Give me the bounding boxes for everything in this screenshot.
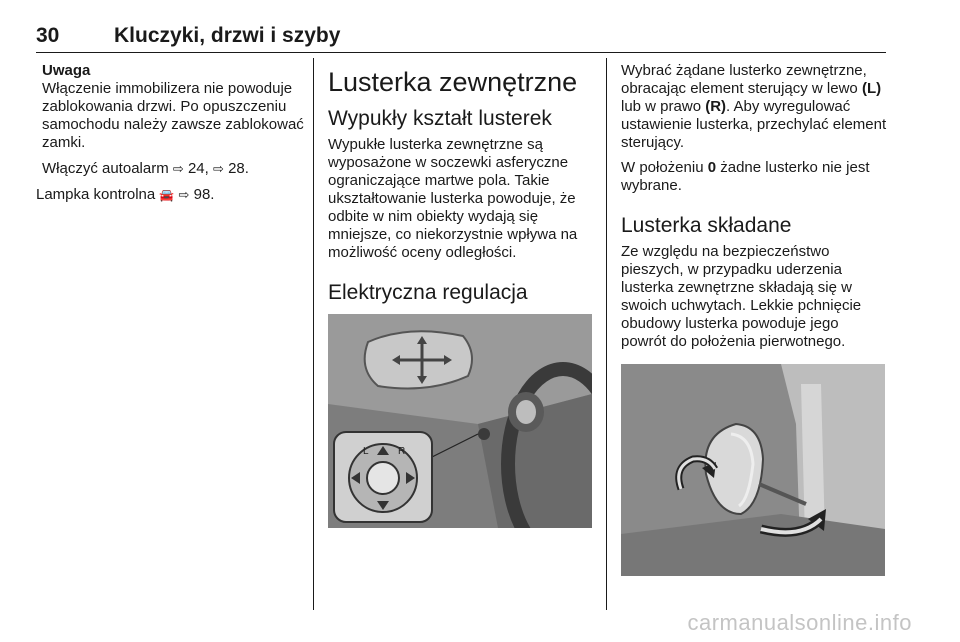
column-middle xyxy=(328,66,594,310)
page-ref[interactable]: 24 xyxy=(187,160,205,177)
reference-arrow-icon: ⇨ xyxy=(178,187,190,202)
body-paragraph: Ze względu na bezpieczeństwo pieszych, w przypadku uderzenia lusterka zewnętrzne składają się w swoich uchwytach. Lekkie pchnięcie obudowy lusterka powoduje jego powrót do położenia pierwotnego. xyxy=(621,243,862,350)
note-block xyxy=(42,62,304,152)
column-right xyxy=(621,62,887,358)
alarm-paragraph: Włączyć autoalarm ⇨ 24, ⇨ 28. xyxy=(42,160,249,177)
column-divider xyxy=(606,58,607,610)
folding-mirror-figure xyxy=(621,364,885,576)
page-ref[interactable]: 98. xyxy=(193,186,215,203)
note-text: Włączenie immobilizera nie powoduje zablokowania drzwi. Po opuszczeniu samochodu należy zawsze zablokować zamki. xyxy=(42,80,304,151)
body-paragraph: W położeniu 0 żadne lusterko nie jest wybrane. xyxy=(621,159,870,194)
mirror-select-left-label: L xyxy=(363,446,369,457)
reference-arrow-icon: ⇨ xyxy=(212,161,224,176)
subsection-title: Lusterka składane xyxy=(621,214,792,237)
reference-arrow-icon: ⇨ xyxy=(172,161,184,176)
column-left xyxy=(42,62,304,185)
lamp-paragraph: Lampka kontrolna 🚘 ⇨ 98. xyxy=(36,186,215,203)
body-paragraph: Wypukłe lusterka zewnętrzne są wyposażone w soczewki asferyczne ograniczające martwe pola. Takie ukształtowanie lusterka powoduje, że odbite w nim obiekty wydają się mniejsze, co niekorzystnie wpływa na możliwość oceny odległości. xyxy=(328,136,578,261)
body-paragraph: Wybrać żądane lusterko zewnętrzne, obracając element sterujący w lewo (L) lub w prawo (R). Aby wyregulować ustawienie lusterka, przechylać element sterujący. xyxy=(621,62,887,151)
chapter-title: Kluczyki, drzwi i szyby xyxy=(114,24,341,47)
note-title: Uwaga xyxy=(42,62,91,79)
mirror-control-figure xyxy=(328,314,592,528)
car-alarm-lamp-icon: 🚘 xyxy=(159,188,175,202)
page-number: 30 xyxy=(36,24,60,47)
section-title: Lusterka zewnętrzne xyxy=(328,67,578,97)
watermark: carmanualsonline.info xyxy=(687,610,912,635)
subsection-title: Elektryczna regulacja xyxy=(328,281,528,304)
subsection-title: Wypukły kształt lusterek xyxy=(328,107,552,130)
page-header xyxy=(36,22,886,53)
column-divider xyxy=(313,58,314,610)
page-ref[interactable]: 28. xyxy=(228,160,249,177)
mirror-select-right-label: R xyxy=(398,446,406,457)
